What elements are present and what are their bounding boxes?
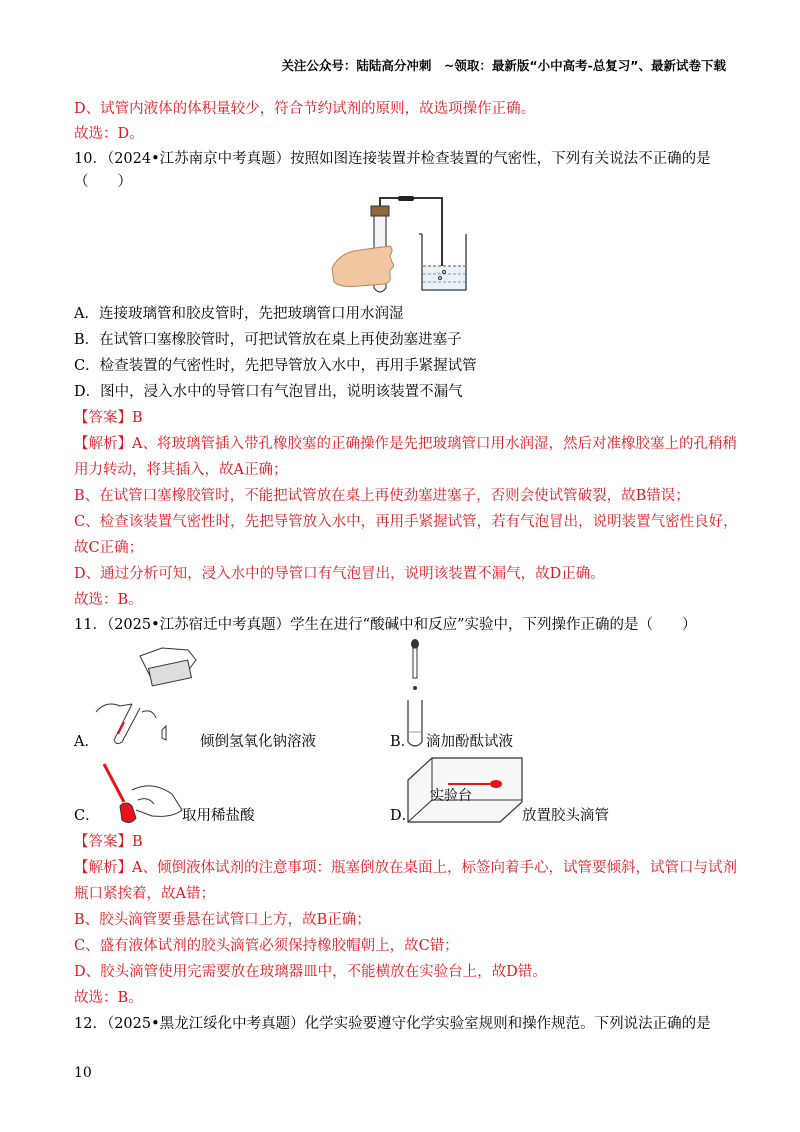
q11-table-label: 实验台 xyxy=(430,788,472,804)
page-number: 10 xyxy=(74,1065,92,1081)
q11-answer: 【答案】B xyxy=(74,834,143,850)
q11-stem: 11．（2025•江苏宿迁中考真题）学生在进行“酸碱中和反应”实验中，下列操作正确的是（ ） xyxy=(74,617,697,633)
q11-option-b-text: 滴加酚酞试液 xyxy=(426,734,513,750)
q10-option-c: C．检查装置的气密性时，先把导管放入水中，再用手紧握试管 xyxy=(74,358,477,374)
q11-option-d-text: 放置胶头滴管 xyxy=(522,808,609,824)
q10-option-b: B．在试管口塞橡胶管时，可把试管放在桌上再使劲塞进塞子 xyxy=(74,332,462,348)
q10-answer: 【答案】B xyxy=(74,410,143,426)
q11-figure-a xyxy=(92,642,202,750)
q11-analysis-4: C、盛有液体试剂的胶头滴管必须保持橡胶帽朝上，故C错； xyxy=(74,938,459,954)
q11-option-c-letter: C． xyxy=(74,808,100,824)
page-header: 关注公众号：陆陆高分冲刺 ~领取：最新版“小中高考-总复习”、最新试卷下载 xyxy=(281,58,726,73)
q10-analysis-4: C、检查该装置气密性时，先把导管放入水中，再用手紧握试管，若有气泡冒出，说明装置气密性良好， xyxy=(74,514,738,530)
q11-option-a-text: 倾倒氢氧化钠溶液 xyxy=(200,734,316,750)
q11-analysis-3: B、胶头滴管要垂悬在试管口上方，故B正确； xyxy=(74,912,371,928)
q11-choice: 故选：B。 xyxy=(74,990,143,1006)
q11-option-c-text: 取用稀盐酸 xyxy=(182,808,255,824)
q10-stem-bracket: （ ） xyxy=(74,174,132,190)
q10-analysis-1: 【解析】A、将玻璃管插入带孔橡胶塞的正确操作是先把玻璃管口用水润湿，然后对准橡胶塞上的孔稍稍 xyxy=(74,436,737,452)
q11-analysis-2: 瓶口紧挨着，故A错； xyxy=(74,886,215,902)
q10-option-a: A．连接玻璃管和胶皮管时，先把玻璃管口用水润湿 xyxy=(74,306,404,322)
q11-analysis-1: 【解析】A、倾倒液体试剂的注意事项：瓶塞倒放在桌面上，标签向着手心，试管要倾斜，试管口与试剂 xyxy=(74,860,737,876)
q10-stem: 10．（2024•江苏南京中考真题）按照如图连接装置并检查装置的气密性，下列有关说法不正确的是 xyxy=(74,151,711,167)
q10-analysis-3: B、在试管口塞橡胶管时，不能把试管放在桌上再使劲塞进塞子，否则会使试管破裂，故B错误； xyxy=(74,488,690,504)
q11-analysis-5: D、胶头滴管使用完需要放在玻璃器皿中，不能横放在实验台上，故D错。 xyxy=(74,964,547,980)
q10-analysis-6: D、通过分析可知，浸入水中的导管口有气泡冒出，说明该装置不漏气，故D正确。 xyxy=(74,566,605,582)
q10-analysis-5: 故C正确； xyxy=(74,540,144,556)
prev-choice: 故选：D。 xyxy=(74,126,144,142)
q11-figure-c xyxy=(92,760,192,830)
q10-choice: 故选：B。 xyxy=(74,592,143,608)
q11-option-a-letter: A． xyxy=(74,734,99,750)
q11-option-b-letter: B． xyxy=(390,734,416,750)
q10-analysis-2: 用力转动，将其插入，故A正确； xyxy=(74,462,288,478)
q10-apparatus-figure xyxy=(330,196,480,300)
q10-option-d: D．图中，浸入水中的导管口有气泡冒出，说明该装置不漏气 xyxy=(74,384,463,400)
q12-stem: 12．（2025•黑龙江绥化中考真题）化学实验要遵守化学实验室规则和操作规范。下列说法正确的是 xyxy=(74,1016,711,1032)
prev-d-line: D、试管内液体的体积量较少，符合节约试剂的原则，故选项操作正确。 xyxy=(74,101,536,117)
q11-option-d-letter: D． xyxy=(390,808,417,824)
